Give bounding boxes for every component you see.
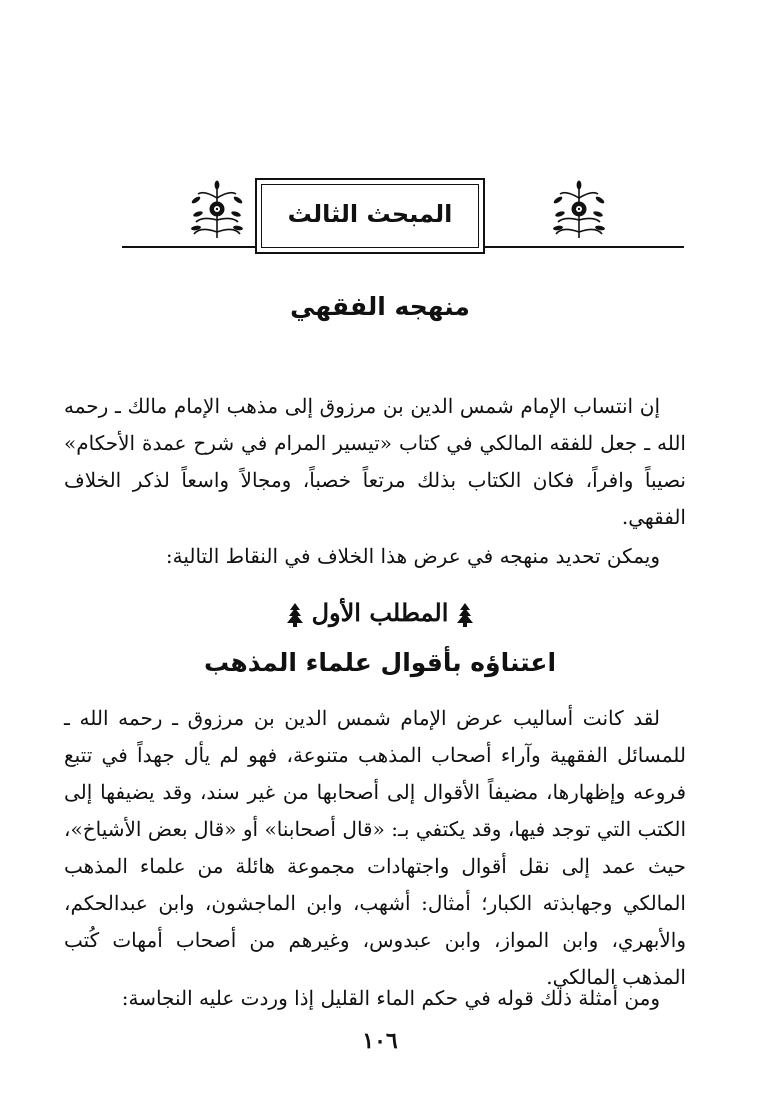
intro-paragraph: إن انتساب الإمام شمس الدين بن مرزوق إلى مذهب الإمام مالك ـ رحمه الله ـ جعل للفقه المالكي في كتاب «تيسير المرام في شرح عمدة الأحكام» نصيباً وافراً، فكان الكتاب بذلك مرتعاً خصباً، ومجالاً واسعاً لذكر الخلاف الفقهي.: [64, 394, 686, 529]
chapter-heading: منهجه الفقهي: [290, 292, 470, 321]
subsection-label-text: المطلب الأول: [311, 598, 449, 627]
floral-ornament-icon: [186, 180, 248, 242]
section-header: [122, 178, 684, 258]
tree-ornament-icon: [286, 602, 304, 628]
lead-paragraph: ويمكن تحديد منهجه في عرض هذا الخلاف في النقاط التالية:: [165, 544, 660, 568]
section-title-box: [255, 178, 485, 254]
subsection-heading: اعتناؤه بأقوال علماء المذهب: [203, 648, 557, 677]
section-title: المبحث الثالث: [287, 200, 453, 228]
floral-ornament-icon: [548, 180, 610, 242]
body-paragraph: لقد كانت أساليب عرض الإمام شمس الدين بن مرزوق ـ رحمه الله ـ للمسائل الفقهية وآراء أصحاب المذهب متنوعة، فهو لم يأل جهداً في تتبع فروعه وإظهارها، مضيفاً الأقوال إلى أصحابها من غير سند، وقد يضيفها إلى الكتب التي توجد فيها، وقد يكتفي بـ: «قال أصحابنا» أو «قال بعض الأشياخ»، حيث عمد إلى نقل أقوال واجتهادات مجموعة هائلة من علماء المذهب المالكي وجهابذته الكبار؛ أمثال: أشهب، وابن الماجشون، وابن عبدالحكم، والأبهري، وابن المواز، وابن عبدوس، وغيرهم من أصحاب أمهات كُتب المذهب المالكي.: [64, 706, 686, 989]
subsection-label: [0, 598, 760, 628]
tree-ornament-icon: [456, 602, 474, 628]
page-number: ١٠٦: [362, 1028, 398, 1054]
example-paragraph: ومن أمثلة ذلك قوله في حكم الماء القليل إذا وردت عليه النجاسة:: [121, 986, 660, 1010]
